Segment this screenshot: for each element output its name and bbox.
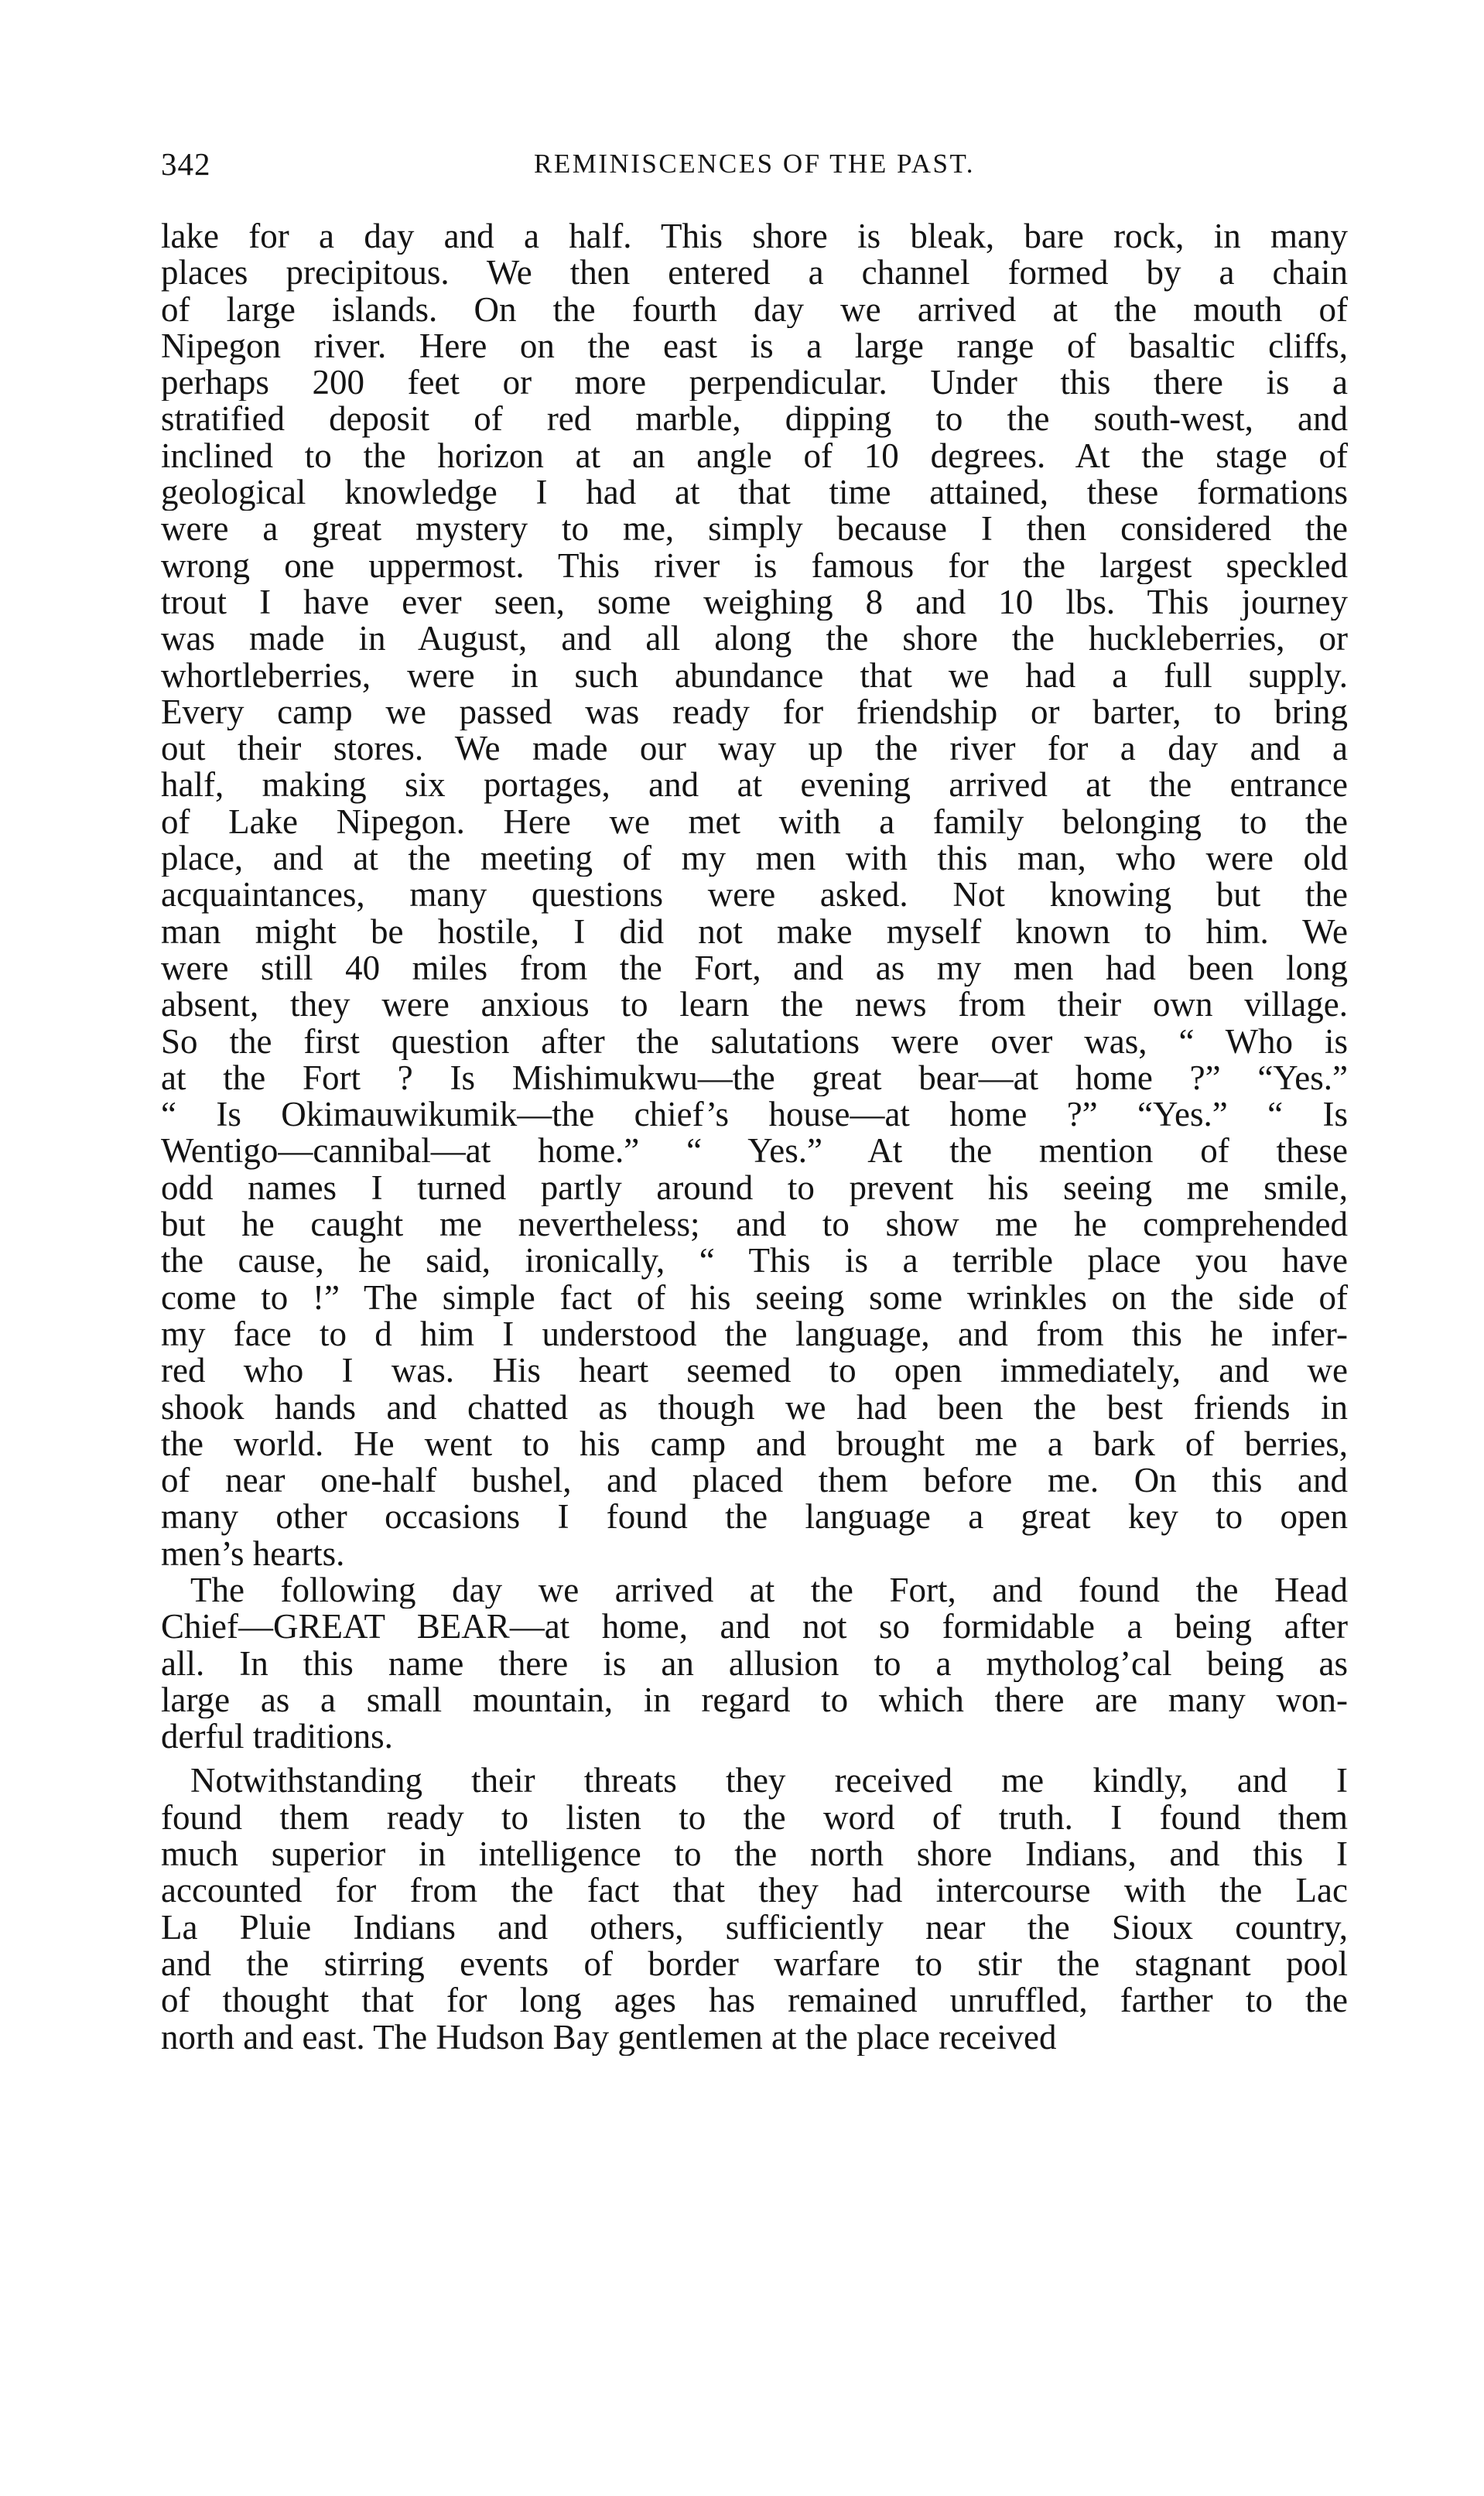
- body-text: [161, 218, 1348, 2056]
- text-line: of large islands. On the fourth day we arrived at the mouth of: [161, 291, 1348, 328]
- text-line: of thought that for long ages has remained unruffled, farther to the: [161, 1982, 1348, 2019]
- text-line: So the first question after the salutations were over was, “ Who is: [161, 1023, 1348, 1060]
- text-line: stratified deposit of red marble, dipping to the south-west, and: [161, 401, 1348, 438]
- text-line: half, making six portages, and at evening arrived at the entrance: [161, 767, 1348, 804]
- text-line: wrong one uppermost. This river is famous for the largest speckled: [161, 547, 1348, 584]
- text-line: all. In this name there is an allusion to a mytholog’cal being as: [161, 1645, 1348, 1682]
- text-line: acquaintances, many questions were asked. Not knowing but the: [161, 877, 1348, 914]
- paragraph-gap: [161, 1755, 1348, 1763]
- text-line: inclined to the horizon at an angle of 10 degrees. At the stage of: [161, 437, 1348, 475]
- text-line: the cause, he said, ironically, “ This is a terrible place you have: [161, 1243, 1348, 1280]
- text-line: Notwithstanding their threats they received me kindly, and I: [190, 1763, 1348, 1800]
- text-line: odd names I turned partly around to prevent his seeing me smile,: [161, 1169, 1348, 1207]
- text-line: Every camp we passed was ready for friendship or barter, to bring: [161, 693, 1348, 731]
- paragraph: [161, 1763, 1348, 2055]
- paragraph: [161, 218, 1348, 1572]
- text-line: whortleberries, were in such abundance that we had a full supply.: [161, 657, 1348, 694]
- text-line: of near one-half bushel, and placed them before me. On this and: [161, 1462, 1348, 1499]
- text-line: shook hands and chatted as though we had been the best friends in: [161, 1389, 1348, 1426]
- text-line: red who I was. His heart seemed to open immediately, and we: [161, 1352, 1348, 1390]
- text-line: north and east. The Hudson Bay gentlemen at the place received: [161, 2019, 1057, 2056]
- text-line: The following day we arrived at the Fort, and found the Head: [190, 1571, 1348, 1609]
- text-line: places precipitous. We then entered a channel formed by a chain: [161, 255, 1348, 292]
- running-title: REMINISCENCES OF THE PAST.: [533, 149, 975, 179]
- text-line: come to !” The simple fact of his seeing some wrinkles on the side of: [161, 1279, 1348, 1316]
- text-line: out their stores. We made our way up the river for a day and a: [161, 730, 1348, 768]
- text-line: at the Fort ? Is Mishimukwu—the great bear—at home ?” “Yes.”: [161, 1059, 1348, 1097]
- text-line: perhaps 200 feet or more perpendicular. Under this there is a: [161, 364, 1348, 402]
- text-line: La Pluie Indians and others, sufficiently near the Sioux country,: [161, 1909, 1348, 1946]
- text-line: were still 40 miles from the Fort, and as my men had been long: [161, 949, 1348, 987]
- text-line: were a great mystery to me, simply because I then considered the: [161, 511, 1348, 548]
- text-line: place, and at the meeting of my men with this man, who were old: [161, 840, 1348, 877]
- text-line: much superior in intelligence to the north shore Indians, and this I: [161, 1836, 1348, 1873]
- text-line: derful traditions.: [161, 1718, 393, 1756]
- text-line: large as a small mountain, in regard to which there are many won-: [161, 1681, 1348, 1719]
- text-line: was made in August, and all along the shore the huckleberries, or: [161, 621, 1348, 658]
- text-line: my face to d him I understood the language, and from this he infer-: [161, 1315, 1348, 1353]
- text-line: many other occasions I found the language a great key to open: [161, 1499, 1348, 1536]
- text-line: trout I have ever seen, some weighing 8 and 10 lbs. This journey: [161, 583, 1348, 621]
- text-line: absent, they were anxious to learn the news from their own village.: [161, 986, 1348, 1024]
- paragraph: [161, 1572, 1348, 1755]
- text-line: man might be hostile, I did not make myself known to him. We: [161, 913, 1348, 950]
- text-line: but he caught me nevertheless; and to show me he comprehended: [161, 1206, 1348, 1243]
- text-line: geological knowledge I had at that time attained, these formations: [161, 474, 1348, 511]
- text-line: Chief—GREAT BEAR—at home, and not so formidable a being after: [161, 1609, 1348, 1646]
- text-line: lake for a day and a half. This shore is bleak, bare rock, in many: [161, 218, 1348, 255]
- page-number: 342: [161, 146, 211, 182]
- text-line: of Lake Nipegon. Here we met with a family belonging to the: [161, 803, 1348, 841]
- text-line: and the stirring events of border warfare to stir the stagnant pool: [161, 1945, 1348, 1983]
- text-line: Nipegon river. Here on the east is a large range of basaltic cliffs,: [161, 327, 1348, 365]
- page-header: [161, 141, 1348, 187]
- text-line: Wentigo—cannibal—at home.” “ Yes.” At the mention of these: [161, 1133, 1348, 1170]
- text-line: “ Is Okimauwikumik—the chief’s house—at home ?” “Yes.” “ Is: [161, 1096, 1348, 1133]
- text-line: the world. He went to his camp and brought me a bark of berries,: [161, 1425, 1348, 1463]
- text-line: men’s hearts.: [161, 1535, 345, 1572]
- text-line: found them ready to listen to the word of truth. I found them: [161, 1799, 1348, 1837]
- text-line: accounted for from the fact that they had intercourse with the Lac: [161, 1872, 1348, 1910]
